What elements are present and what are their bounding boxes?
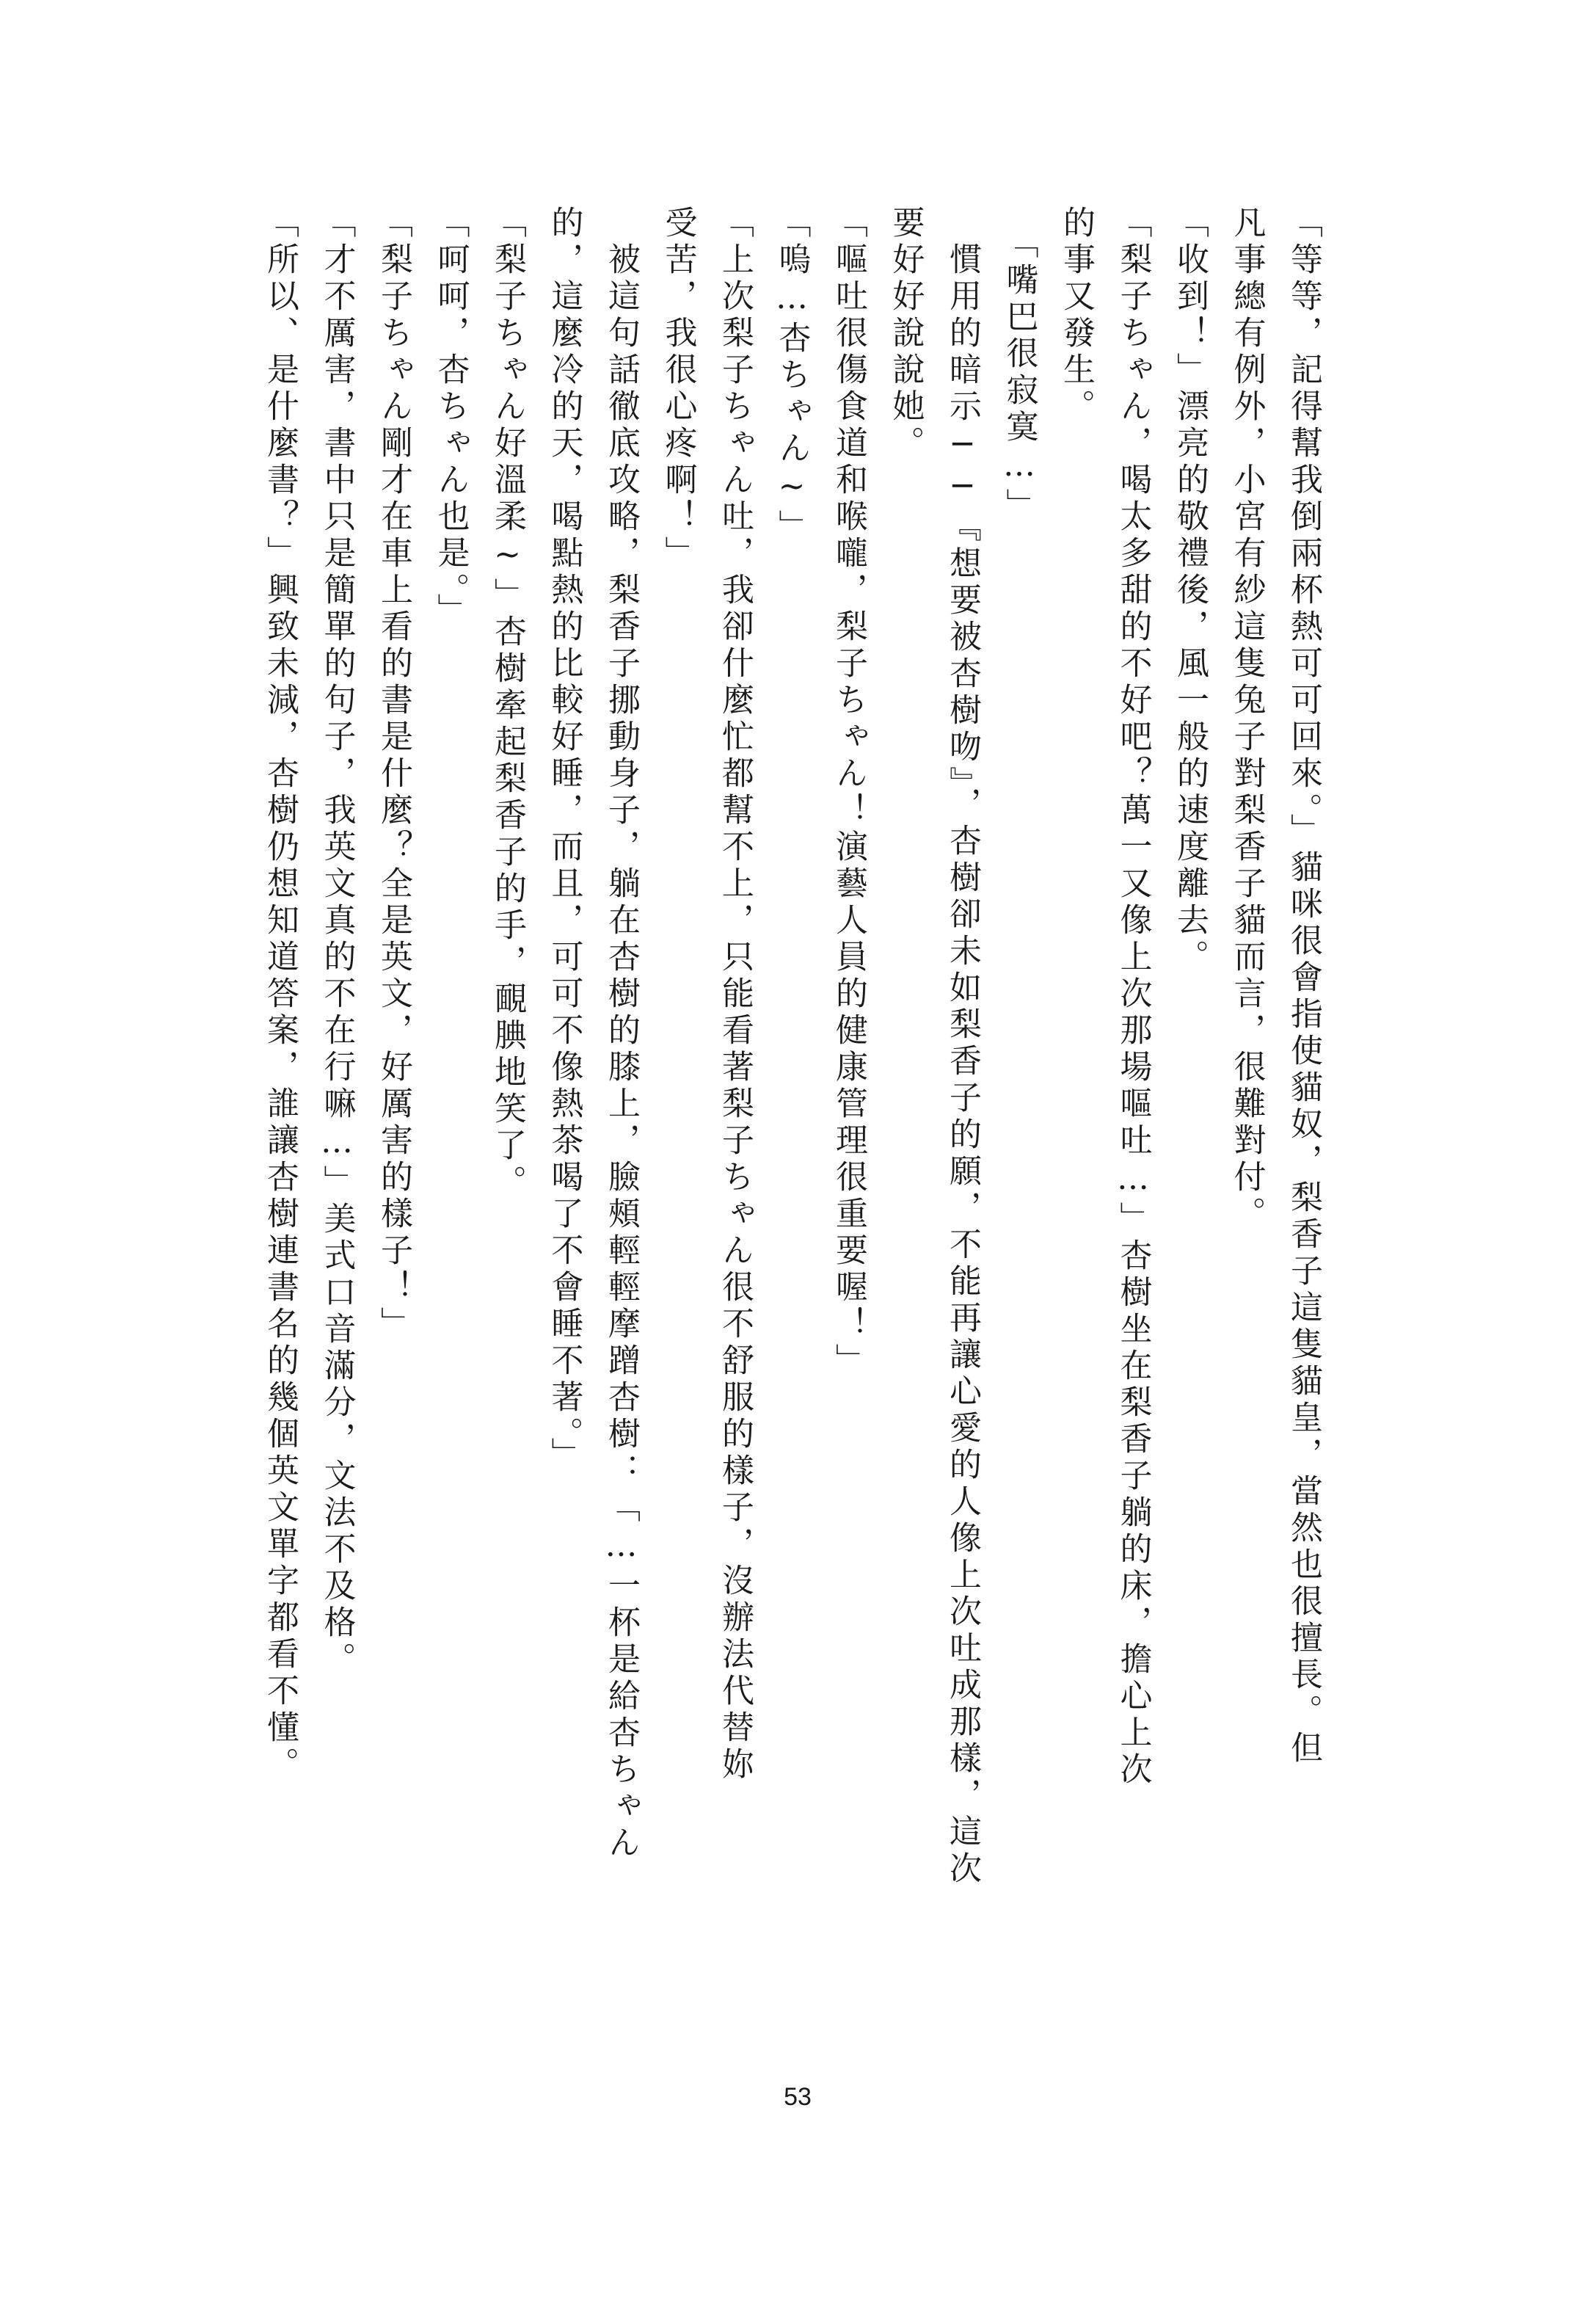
text-line-15: 「梨子ちゃん好溫柔~」杏樹牽起梨香子的手，靦腆地笑了。 (489, 206, 526, 1202)
text-line-7: 慣用的暗示──『想要被杏樹吻』，杏樹卻未如梨香子的願，不能再讓心愛的人像上次吐成那樣，這次 (944, 206, 981, 1888)
text-line-8: 要好好說說她。 (886, 206, 925, 462)
text-line-9: 「嘔吐很傷食道和喉嚨，梨子ちゃん！演藝人員的健康管理很重要喔！」 (830, 206, 867, 1380)
text-line-14: 的，這麼冷的天，喝點熱的比較好睡，而且，可可不像熱茶喝了不會睡不著。」 (545, 206, 583, 1474)
text-line-5: 的事又發生。 (1057, 206, 1095, 426)
text-line-6: 「嘴巴很寂寞…」 (1000, 206, 1038, 525)
text-line-17: 「梨子ちゃん剛才在車上看的書是什麼？全是英文，好厲害的樣子！」 (375, 206, 412, 1343)
text-line-11: 「上次梨子ちゃん吐，我卻什麼忙都幫不上，只能看著梨子ちゃん很不舒服的樣子，沒辦法代替妳 (716, 206, 754, 1784)
text-line-3: 「收到！」漂亮的敬禮後，風一般的速度離去。 (1171, 206, 1209, 976)
text-line-1: 「等等，記得幫我倒兩杯熱可可回來。」貓咪很會指使貓奴，梨香子這隻貓皇，當然也很擅長。但 (1285, 206, 1322, 1767)
text-line-16: 「呵呵，杏ちゃん也是。」 (431, 206, 470, 630)
text-line-2: 凡事總有例外，小宮有紗這隻兔子對梨香子貓而言，很難對付。 (1228, 206, 1266, 1233)
text-line-13: 被這句話徹底攻略，梨香子挪動身子，躺在杏樹的膝上，臉頰輕輕摩蹭杏樹：「…一杯是給杏ちゃん (602, 206, 640, 1862)
text-line-18: 「才不厲害，書中只是簡單的句子，我英文真的不在行嘛…」美式口音滿分，文法不及格。 (318, 206, 356, 1679)
text-line-12: 受苦，我很心疼啊！」 (659, 206, 697, 572)
vertical-text-body (252, 206, 1333, 2084)
text-line-4: 「梨子ちゃん，喝太多甜的不好吧？萬一又像上次那場嘔吐…」杏樹坐在梨香子躺的床，擔心上次 (1114, 206, 1152, 1789)
text-line-19: 「所以、是什麼書？」興致未減，杏樹仍想知道答案，誰讓杏樹連書名的幾個英文單字都看不懂。 (261, 206, 299, 1784)
page-number: 53 (784, 2083, 812, 2111)
text-line-10: 「嗚…杏ちゃん~」 (773, 206, 811, 546)
